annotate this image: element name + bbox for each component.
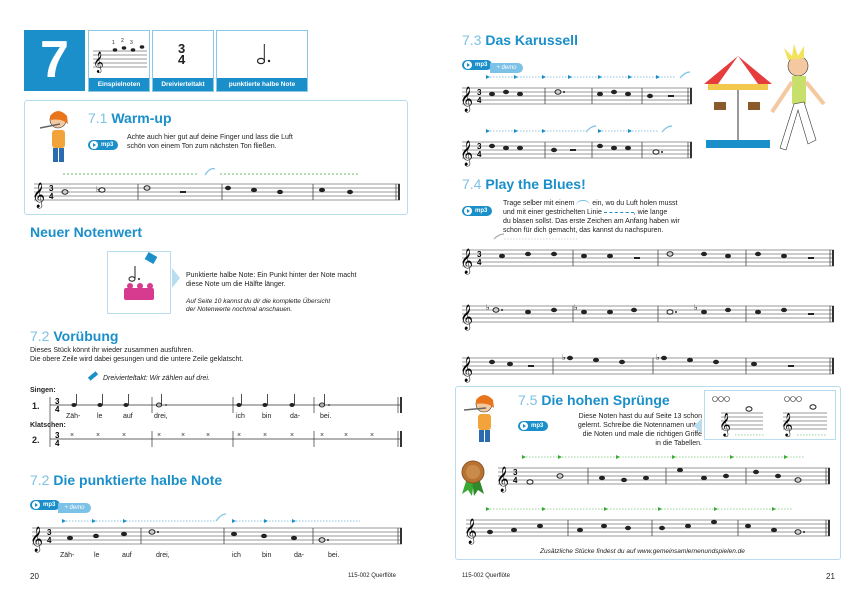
flute-girl-illustration bbox=[462, 392, 506, 444]
punktiert-mp3-demo-button[interactable]: mp3 + demo bbox=[30, 496, 91, 514]
blues-staff-2 bbox=[458, 290, 838, 334]
svg-text:4: 4 bbox=[55, 439, 60, 448]
svg-text:4: 4 bbox=[477, 150, 482, 159]
svg-text:♭: ♭ bbox=[694, 303, 698, 312]
svg-text:𝄞: 𝄞 bbox=[464, 519, 478, 544]
svg-text:3: 3 bbox=[477, 88, 482, 97]
warmup-staff bbox=[30, 166, 402, 210]
right-page-number: 21 bbox=[826, 572, 835, 581]
pencil-icon bbox=[86, 370, 100, 384]
notenwert-illustration bbox=[107, 251, 171, 314]
blues-staff-1 bbox=[458, 234, 838, 278]
warmup-text: Achte auch hier gut auf deine Finger und lass die Luft schön von einem Ton zum nächsten Ton fließen. bbox=[127, 134, 293, 150]
vorubung-text: Dieses Stück könnt ihr wieder zusammen ausführen. Die obere Zeile wird dabei gesungen und die untere Zeile geklatscht. bbox=[30, 347, 244, 363]
svg-text:×: × bbox=[290, 432, 295, 439]
svg-text:𝄞: 𝄞 bbox=[30, 527, 44, 552]
sprunge-footer-note: Zusätzliche Stücke findest du auf www.gemeinsamlernenundspielen.de bbox=[540, 548, 745, 555]
svg-text:♭: ♭ bbox=[574, 303, 578, 312]
sprunge-mp3-button[interactable]: mp3 bbox=[518, 417, 548, 435]
sprunge-text: Diese Noten hast du auf Seite 13 schon gelernt. Schreibe die Notennamen unter die Noten und male die richtigen Griffe in die Tabellen. bbox=[577, 413, 702, 447]
flute-girl-illustration bbox=[40, 108, 76, 164]
svg-text:3: 3 bbox=[477, 142, 482, 151]
notenwert-text: Punktierte halbe Note: Ein Punkt hinter der Note macht diese Note um die Hälfte länger. bbox=[186, 272, 357, 288]
klatschen-label: Klatschen: bbox=[30, 422, 66, 429]
row-1-label: 1. bbox=[32, 401, 40, 411]
notenwert-note: Auf Seite 10 kannst du dir die komplette Übersicht der Notenwerte nochmal anschauen. bbox=[186, 298, 331, 313]
svg-text:♭: ♭ bbox=[562, 353, 566, 362]
svg-text:4: 4 bbox=[49, 192, 54, 201]
svg-text:4: 4 bbox=[477, 96, 482, 105]
notenwert-title: Neuer Notenwert bbox=[30, 224, 143, 240]
svg-text:×: × bbox=[96, 432, 101, 439]
warmup-mp3-button[interactable]: mp3 bbox=[88, 136, 118, 154]
cell-caption: punktierte halbe Note bbox=[217, 78, 307, 91]
singen-label: Singen: bbox=[30, 387, 56, 394]
cell-caption: Dreivierteltakt bbox=[153, 78, 213, 91]
rhythm-staves bbox=[46, 392, 406, 452]
svg-text:3: 3 bbox=[55, 397, 60, 406]
karussell-staff-1 bbox=[458, 72, 698, 116]
karussell-staff-2 bbox=[458, 126, 698, 170]
svg-text:3: 3 bbox=[130, 40, 133, 46]
medal-icon bbox=[458, 458, 488, 498]
svg-text:3: 3 bbox=[55, 431, 60, 440]
svg-text:×: × bbox=[370, 432, 375, 439]
svg-text:4: 4 bbox=[513, 476, 518, 485]
punktiert-title: 7.2 Die punktierte halbe Note bbox=[30, 472, 223, 488]
svg-text:𝄞: 𝄞 bbox=[460, 87, 474, 112]
svg-text:𝄞: 𝄞 bbox=[32, 183, 46, 208]
svg-text:×: × bbox=[70, 432, 75, 439]
svg-text:4: 4 bbox=[47, 536, 52, 545]
fingering-table bbox=[704, 390, 836, 440]
punktiert-staff bbox=[30, 512, 406, 556]
vorubung-lyrics: Zäh- le auf drei, ich bin da- bei. bbox=[66, 413, 332, 420]
left-page-code: 115-002 Querflöte bbox=[348, 573, 396, 579]
svg-text:𝄞: 𝄞 bbox=[781, 412, 793, 436]
dreivierteltakt-cell: 3 4 Dreivierteltakt bbox=[152, 30, 214, 92]
blues-title: 7.4 Play the Blues! bbox=[462, 176, 586, 192]
svg-text:4: 4 bbox=[477, 258, 482, 267]
svg-text:3: 3 bbox=[477, 250, 482, 259]
svg-text:1: 1 bbox=[112, 40, 115, 46]
svg-text:𝄞: 𝄞 bbox=[460, 249, 474, 274]
vorubung-hint: Dreivierteltakt: Wir zählen auf drei. bbox=[103, 375, 210, 382]
svg-text:×: × bbox=[122, 432, 127, 439]
karussell-title: 7.3 Das Karussell bbox=[462, 32, 578, 48]
sprunge-staff-2 bbox=[462, 504, 834, 548]
svg-text:×: × bbox=[263, 432, 268, 439]
svg-text:♭: ♭ bbox=[486, 303, 490, 312]
svg-text:2: 2 bbox=[121, 38, 124, 44]
chapter-number: 7 bbox=[24, 30, 85, 91]
dashed-line-icon bbox=[604, 212, 634, 213]
arrow-marker bbox=[172, 268, 180, 288]
svg-text:3: 3 bbox=[49, 184, 54, 193]
dotted-half-note-icon bbox=[255, 41, 285, 71]
svg-text:𝄞: 𝄞 bbox=[93, 52, 104, 73]
svg-text:𝄞: 𝄞 bbox=[460, 357, 474, 382]
left-page-number: 20 bbox=[30, 572, 39, 581]
svg-text:×: × bbox=[206, 432, 211, 439]
svg-text:𝄞: 𝄞 bbox=[460, 305, 474, 330]
cell-caption: Einspielnoten bbox=[89, 78, 149, 91]
einspielnoten-cell bbox=[88, 30, 150, 92]
svg-text:×: × bbox=[237, 432, 242, 439]
svg-text:3: 3 bbox=[47, 528, 52, 537]
sprunge-staff-1 bbox=[494, 452, 834, 496]
vorubung-title: 7.2 Vorübung bbox=[30, 328, 119, 344]
svg-text:×: × bbox=[344, 432, 349, 439]
svg-text:𝄞: 𝄞 bbox=[496, 467, 510, 492]
svg-text:♭: ♭ bbox=[96, 185, 100, 194]
warmup-title: 7.1 Warm-up bbox=[88, 110, 172, 126]
right-page-code: 115-002 Querflöte bbox=[462, 573, 510, 579]
svg-text:×: × bbox=[320, 432, 325, 439]
sprunge-title: 7.5 Die hohen Sprünge bbox=[518, 392, 670, 408]
svg-text:×: × bbox=[157, 432, 162, 439]
arrow-marker bbox=[694, 418, 702, 434]
blues-staff-3 bbox=[458, 342, 838, 386]
svg-text:𝄞: 𝄞 bbox=[719, 412, 731, 436]
carousel-illustration bbox=[698, 44, 838, 172]
svg-text:♭: ♭ bbox=[656, 353, 660, 362]
svg-text:4: 4 bbox=[55, 405, 60, 414]
punktierte-note-cell bbox=[216, 30, 308, 92]
blues-text: Trage selber mit einem ein, wo du Luft holen musst und mit einer gestrichelten Linie , wie lange du blasen sollst. Das erste Zeichen am Anfang haben wir schon für dich gemacht, das kannst du nachspuren. bbox=[503, 200, 680, 234]
staff-snippet bbox=[91, 37, 151, 77]
karussell-mp3-demo-button[interactable]: mp3 + demo bbox=[462, 56, 523, 74]
svg-text:3: 3 bbox=[513, 468, 518, 477]
breath-mark-icon bbox=[576, 200, 590, 206]
punktiert-lyrics: Zäh- le auf drei, ich bin da- bei. bbox=[60, 552, 340, 559]
blues-mp3-button[interactable]: mp3 bbox=[462, 202, 492, 220]
svg-text:𝄞: 𝄞 bbox=[460, 141, 474, 166]
row-2-label: 2. bbox=[32, 435, 40, 445]
svg-text:×: × bbox=[181, 432, 186, 439]
